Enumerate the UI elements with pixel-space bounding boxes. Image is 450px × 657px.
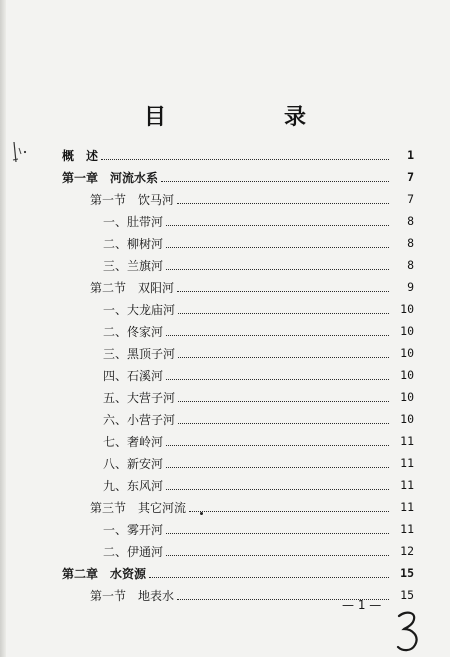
- toc-entry-item: [103, 322, 414, 340]
- toc-entry-chapter-2: [62, 564, 414, 582]
- toc-entry-item: [103, 388, 414, 406]
- page-title: 目 录: [143, 104, 354, 130]
- toc-entry-page: 11: [400, 522, 414, 536]
- dot-leader: [166, 261, 389, 270]
- toc-entry-item: [103, 542, 414, 560]
- toc-entry-label: 第一节 饮马河: [90, 192, 175, 207]
- scan-speck: [200, 512, 203, 515]
- dot-leader: [178, 305, 389, 314]
- toc-entry-item: [103, 344, 414, 362]
- dot-leader: [177, 195, 389, 204]
- dot-leader: [178, 415, 389, 424]
- toc-entry-page: 8: [407, 214, 414, 228]
- toc-entry-label: 一、大龙庙河: [103, 302, 176, 317]
- dot-leader: [166, 459, 389, 468]
- toc-entry-label: 四、石溪河: [103, 368, 164, 383]
- toc-entry-page: 7: [407, 170, 414, 184]
- dot-leader: [178, 349, 389, 358]
- toc-entry-label: 二、柳树河: [103, 236, 164, 251]
- toc-entry-item: [103, 256, 414, 274]
- toc-entry-item: [103, 300, 414, 318]
- toc-entry-label: 第三节 其它河流: [90, 500, 187, 515]
- toc-entry-item: [103, 410, 414, 428]
- toc-entry-page: 15: [400, 566, 414, 580]
- toc-entry-label: 六、小营子河: [103, 412, 176, 427]
- toc-entry-chapter-1: [62, 168, 414, 186]
- toc-entry-label: 二、伊通河: [103, 544, 164, 559]
- dot-leader: [166, 525, 389, 534]
- toc-entry-item: [103, 366, 414, 384]
- toc-entry-label: 九、东风河: [103, 478, 164, 493]
- toc-entry-page: 12: [400, 544, 414, 558]
- toc-entry-page: 8: [407, 258, 414, 272]
- toc-entry-section-1-1: [90, 190, 414, 208]
- handwritten-page-number: [396, 610, 422, 654]
- toc-entry-label: 第二节 双阳河: [90, 280, 175, 295]
- toc-entry-page: 10: [400, 412, 414, 426]
- dot-leader: [166, 217, 389, 226]
- toc-entry-item: [103, 432, 414, 450]
- toc-entry-page: 9: [407, 280, 414, 294]
- dot-leader: [166, 371, 389, 380]
- dot-leader: [166, 437, 389, 446]
- table-of-contents: [0, 146, 450, 606]
- toc-entry-item: [103, 454, 414, 472]
- dot-leader: [178, 393, 389, 402]
- dot-leader: [189, 503, 389, 512]
- toc-entry-label: 第二章 水资源: [62, 566, 147, 581]
- toc-entry-page: 8: [407, 236, 414, 250]
- toc-entry-label: 第一章 河流水系: [62, 170, 159, 185]
- toc-entry-label: 八、新安河: [103, 456, 164, 471]
- toc-entry-label: 概 述: [62, 148, 99, 163]
- toc-entry-item: [103, 234, 414, 252]
- toc-entry-item: [103, 520, 414, 538]
- toc-entry-label: 二、佟家河: [103, 324, 164, 339]
- toc-entry-label: 七、奢岭河: [103, 434, 164, 449]
- toc-entry-overview: [62, 146, 414, 164]
- toc-entry-page: 10: [400, 302, 414, 316]
- dot-leader: [166, 239, 389, 248]
- toc-entry-label: 三、黑顶子河: [103, 346, 176, 361]
- dot-leader: [177, 283, 389, 292]
- toc-entry-section-1-3: [90, 498, 414, 516]
- toc-entry-label: 一、雾开河: [103, 522, 164, 537]
- toc-entry-page: 1: [407, 148, 414, 162]
- toc-entry-item: [103, 476, 414, 494]
- toc-entry-page: 10: [400, 390, 414, 404]
- toc-entry-page: 15: [400, 588, 414, 602]
- toc-entry-label: 一、肚带河: [103, 214, 164, 229]
- toc-entry-page: 11: [400, 456, 414, 470]
- toc-entry-label: 五、大营子河: [103, 390, 176, 405]
- toc-entry-page: 11: [400, 500, 414, 514]
- toc-entry-section-1-2: [90, 278, 414, 296]
- toc-entry-label: 三、兰旗河: [103, 258, 164, 273]
- dot-leader: [166, 327, 389, 336]
- toc-entry-page: 11: [400, 434, 414, 448]
- toc-entry-page: 7: [407, 192, 414, 206]
- toc-entry-label: 第一节 地表水: [90, 588, 175, 603]
- page-number: — 1 —: [342, 598, 382, 612]
- dot-leader: [101, 151, 389, 160]
- toc-entry-page: 10: [400, 324, 414, 338]
- dot-leader: [166, 481, 389, 490]
- dot-leader: [166, 547, 389, 556]
- toc-entry-item: [103, 212, 414, 230]
- toc-entry-page: 11: [400, 478, 414, 492]
- toc-entry-page: 10: [400, 346, 414, 360]
- dot-leader: [161, 173, 389, 182]
- toc-entry-page: 10: [400, 368, 414, 382]
- dot-leader: [149, 569, 389, 578]
